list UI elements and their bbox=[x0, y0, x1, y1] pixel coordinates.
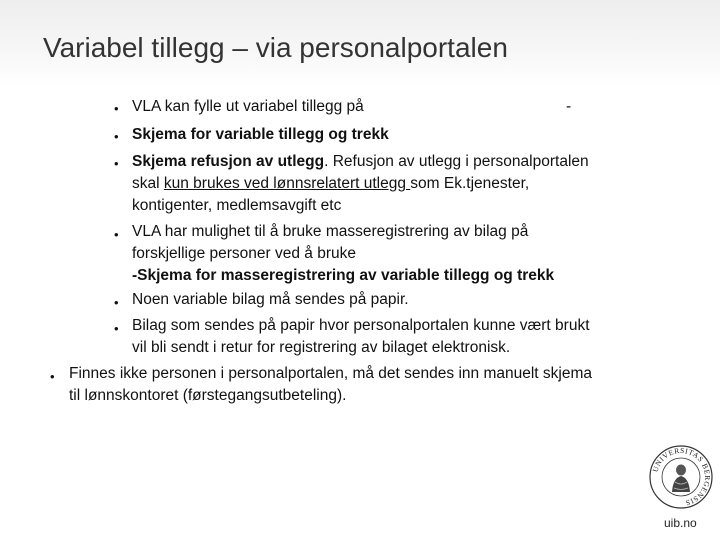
sub-bullet-6-line2: vil bli sendt i retur for registrering av bilaget elektronisk. bbox=[132, 339, 511, 356]
sub-bullet-3-line2-pre: skal bbox=[132, 175, 164, 192]
sub-bullet-3-line3: kontigenter, medlemsavgift etc bbox=[132, 197, 342, 214]
sub-bullet-6-line1: Bilag som sendes på papir hvor personalportalen kunne vært brukt bbox=[132, 317, 590, 334]
seal-text: UNIVERSITAS BERGENSIS bbox=[650, 445, 713, 508]
bullet-marker: • bbox=[114, 129, 119, 144]
bullet-marker: • bbox=[114, 295, 119, 310]
sub-bullet-4-line3: -Skjema for masseregistrering av variable tillegg og trekk bbox=[132, 267, 555, 284]
slide-title: Variabel tillegg – via personalportalen bbox=[43, 32, 508, 63]
sub-bullet-3-bold: Skjema refusjon av utlegg bbox=[132, 153, 325, 170]
sub-bullet-1-text: VLA kan fylle ut variabel tillegg på bbox=[132, 98, 364, 115]
bullet-marker: • bbox=[114, 227, 119, 242]
sub-bullet-5-text: Noen variable bilag må sendes på papir. bbox=[132, 291, 409, 308]
footer-url[interactable]: uib.no bbox=[664, 516, 697, 530]
sub-bullet-3-line2-post: som Ek.tjenester, bbox=[410, 175, 530, 192]
bullet-marker: • bbox=[50, 369, 55, 384]
main-bullet-line1: Finnes ikke personen i personalportalen, må det sendes inn manuelt skjema bbox=[69, 365, 592, 382]
bullet-marker: • bbox=[114, 156, 119, 171]
university-seal-logo bbox=[648, 444, 714, 510]
main-bullet-line2: til lønnskontoret (førstegangsutbeteling). bbox=[69, 387, 347, 404]
sub-bullet-4-line1: VLA har mulighet til å bruke masseregistrering av bilag på bbox=[132, 223, 529, 240]
sub-bullet-3-line2 bbox=[132, 173, 529, 195]
sub-bullet-1-suffix: - bbox=[566, 98, 572, 115]
bullet-marker: • bbox=[114, 101, 119, 116]
sub-bullet-3-underlined: kun brukes ved lønnsrelatert utlegg bbox=[163, 175, 411, 192]
sub-bullet-3-line1 bbox=[132, 151, 589, 173]
sub-bullet-2-text: Skjema for variable tillegg og trekk bbox=[132, 126, 389, 143]
bullet-marker: • bbox=[114, 321, 119, 336]
sub-bullet-4-line2: forskjellige personer ved å bruke bbox=[132, 245, 357, 262]
sub-bullet-3-text: . Refusjon av utlegg i personalportalen bbox=[324, 153, 589, 170]
